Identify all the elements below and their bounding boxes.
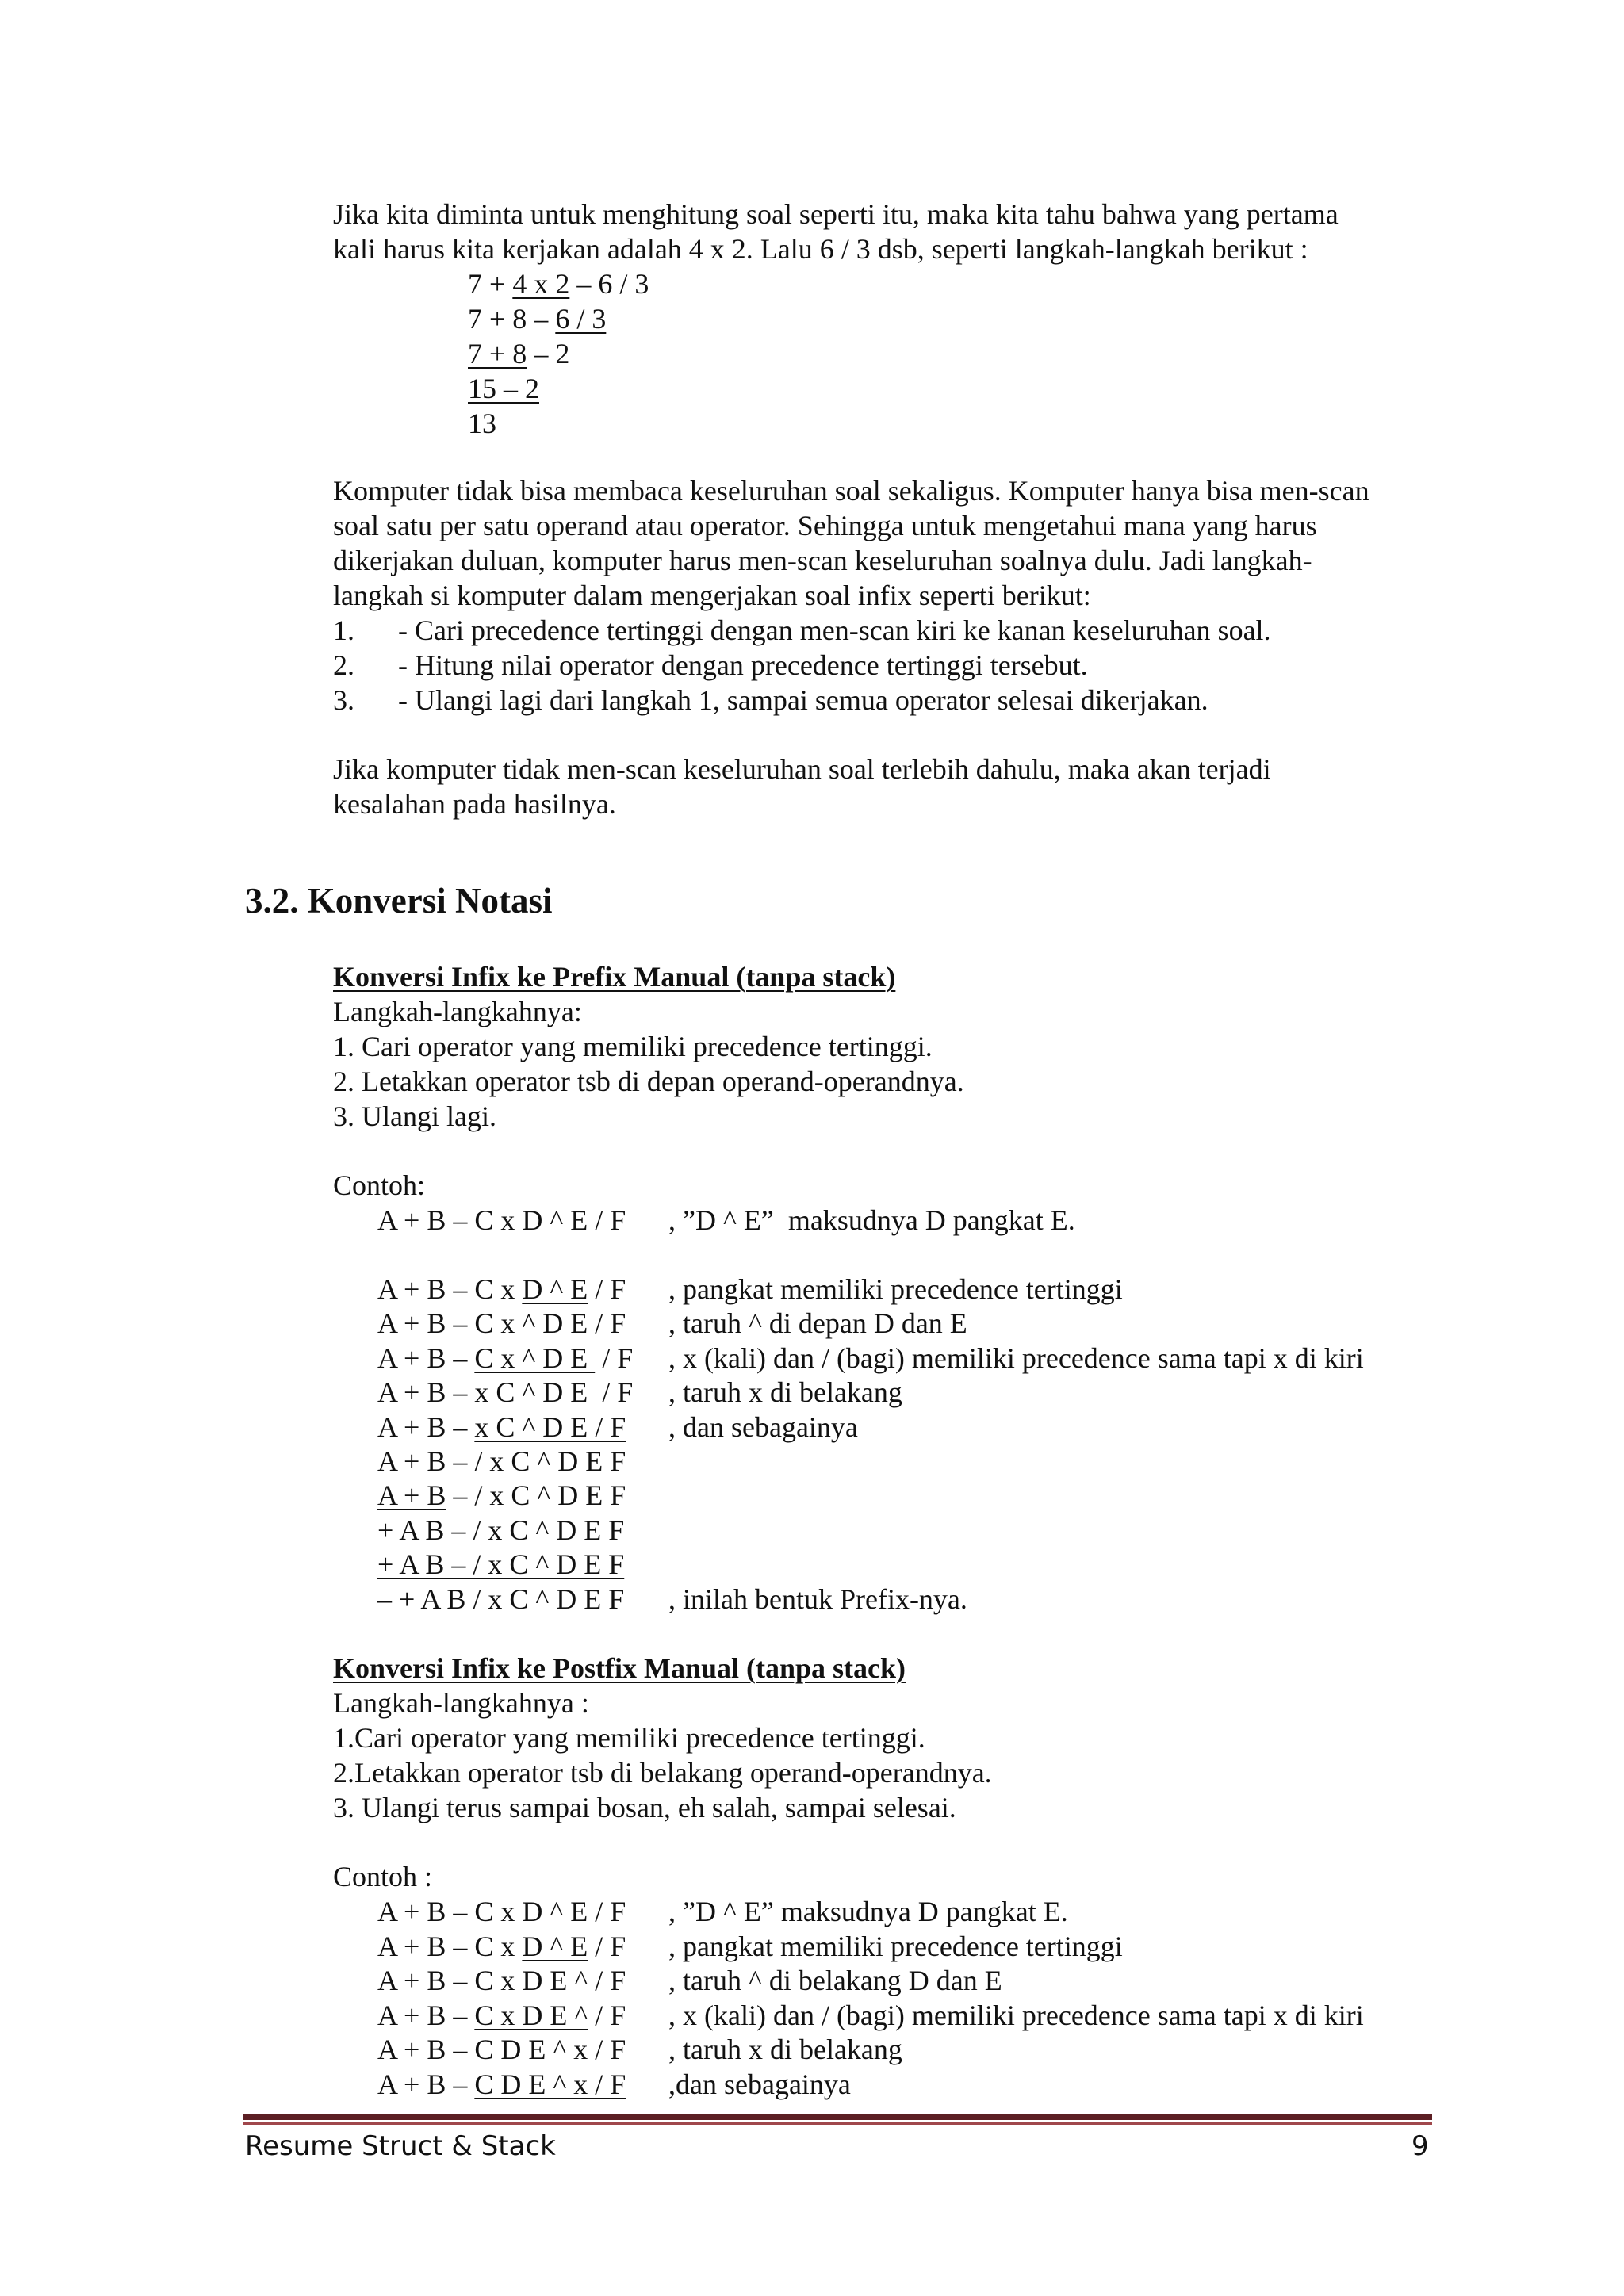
expression-note: , dan sebagainya <box>668 1410 858 1443</box>
underlined-term: C x D E ^ <box>474 1999 588 2031</box>
expression-part: A + B – C x D ^ E / F <box>377 1896 626 1927</box>
underlined-term: + A B – / x C ^ D E F <box>377 1548 625 1581</box>
expression-part: A + B – C x <box>377 1273 523 1305</box>
expression-part: / F <box>588 1930 626 1962</box>
expression-line <box>377 1272 626 1307</box>
list-item: - Cari precedence tertinggi dengan men-scan kiri ke kanan keseluruhan soal. <box>398 614 1271 646</box>
postfix-heading: Konversi Infix ke Postfix Manual (tanpa stack) <box>333 1652 906 1684</box>
expression-line <box>377 1203 626 1238</box>
expression-part: A + B – C D E ^ x / F <box>377 2034 626 2065</box>
paragraph-2-line-2: soal satu per satu operand atau operator. Sehingga untuk mengetahui mana yang harus <box>333 510 1317 541</box>
expression-line <box>377 2067 626 2102</box>
expression-line <box>377 2032 626 2067</box>
expression-line <box>377 1998 626 2033</box>
expression-note: , pangkat memiliki precedence tertinggi <box>668 1273 1123 1305</box>
expression-part: / F <box>588 1273 626 1305</box>
expression-note: , taruh x di belakang <box>668 1376 902 1409</box>
intro-line-1: Jika kita diminta untuk menghitung soal seperti itu, maka kita tahu bahwa yang pertama <box>333 198 1339 230</box>
expression-part: A + B – <box>377 1341 475 1374</box>
postfix-step: 2.Letakkan operator tsb di belakang operand-operandnya. <box>333 1757 992 1789</box>
expression-part: – / x C ^ D E F <box>446 1479 626 1512</box>
expression-line <box>468 336 569 371</box>
underlined-term: D ^ E <box>522 1930 588 1962</box>
expression-part: 7 + <box>468 268 513 300</box>
underlined-term: D ^ E <box>522 1273 588 1305</box>
expression-part: – 6 / 3 <box>569 268 649 300</box>
footer-rule-thin <box>243 2122 1432 2125</box>
expression-note: , ”D ^ E” maksudnya D pangkat E. <box>668 1896 1068 1927</box>
expression-line <box>377 1375 633 1410</box>
expression-line <box>377 1478 626 1513</box>
paragraph-3-line-2: kesalahan pada hasilnya. <box>333 788 616 820</box>
expression-part: A + B – C x D E ^ / F <box>377 1965 626 1996</box>
expression-part: A + B – <box>377 1999 475 2031</box>
expression-part: – 2 <box>527 338 570 369</box>
expression-part: + A B – / x C ^ D E F <box>377 1513 625 1546</box>
prefix-heading: Konversi Infix ke Prefix Manual (tanpa stack) <box>333 961 896 993</box>
expression-line <box>468 371 539 406</box>
footer-rule-thick <box>243 2114 1432 2120</box>
prefix-step: 2. Letakkan operator tsb di depan operand-operandnya. <box>333 1066 964 1097</box>
underlined-term: A + B <box>377 1479 446 1512</box>
expression-line <box>468 301 606 336</box>
underlined-term: 7 + 8 <box>468 338 527 369</box>
underlined-term: x C ^ D E / F <box>474 1410 626 1443</box>
prefix-step: 1. Cari operator yang memiliki precedence tertinggi. <box>333 1031 933 1062</box>
underlined-term: 6 / 3 <box>555 303 607 335</box>
postfix-step: 1.Cari operator yang memiliki precedence tertinggi. <box>333 1722 925 1754</box>
expression-part: – + A B / x C ^ D E F <box>377 1582 625 1615</box>
expression-line <box>377 1547 624 1582</box>
postfix-step: 3. Ulangi terus sampai bosan, eh salah, sampai selesai. <box>333 1792 956 1823</box>
underlined-term: 15 – 2 <box>468 373 539 404</box>
expression-part: A + B – <box>377 2068 475 2100</box>
expression-part: 13 <box>468 408 496 439</box>
list-number: 3. <box>333 684 354 716</box>
postfix-steps-label: Langkah-langkahnya : <box>333 1687 589 1719</box>
expression-line <box>377 1410 626 1445</box>
expression-line <box>377 1513 624 1548</box>
list-number: 2. <box>333 649 354 681</box>
underlined-term: C D E ^ x / F <box>474 2068 626 2100</box>
expression-note: , pangkat memiliki precedence tertinggi <box>668 1930 1123 1962</box>
expression-part: A + B – C x <box>377 1930 523 1962</box>
expression-line <box>377 1582 624 1617</box>
expression-line <box>377 1341 633 1376</box>
paragraph-2-line-1: Komputer tidak bisa membaca keseluruhan soal sekaligus. Komputer hanya bisa men-scan <box>333 475 1369 507</box>
list-item: - Ulangi lagi dari langkah 1, sampai semua operator selesai dikerjakan. <box>398 684 1208 716</box>
underlined-term: 4 x 2 <box>512 268 570 300</box>
expression-line <box>377 1306 626 1341</box>
expression-line <box>377 1894 626 1929</box>
underlined-term: C x ^ D E <box>474 1341 596 1374</box>
expression-part: A + B – C x ^ D E / F <box>377 1307 626 1340</box>
footer-title: Resume Struct & Stack <box>245 2130 556 2162</box>
expression-note: , ”D ^ E” maksudnya D pangkat E. <box>668 1204 1075 1236</box>
expression-note: , x (kali) dan / (bagi) memiliki precedence sama tapi x di kiri <box>668 1999 1364 2031</box>
expression-part: / F <box>588 1999 626 2031</box>
expression-note: ,dan sebagainya <box>668 2068 851 2100</box>
postfix-contoh-label: Contoh : <box>333 1861 433 1892</box>
expression-note: , inilah bentuk Prefix-nya. <box>668 1582 967 1615</box>
expression-note: , taruh ^ di depan D dan E <box>668 1307 967 1340</box>
expression-part: A + B – C x D ^ E / F <box>377 1204 626 1236</box>
section-title: 3.2. Konversi Notasi <box>245 881 553 920</box>
expression-note: , x (kali) dan / (bagi) memiliki precedence sama tapi x di kiri <box>668 1341 1364 1374</box>
intro-line-2: kali harus kita kerjakan adalah 4 x 2. Lalu 6 / 3 dsb, seperti langkah-langkah berikut : <box>333 233 1308 265</box>
page-number: 9 <box>1411 2130 1429 2162</box>
expression-part: A + B – / x C ^ D E F <box>377 1445 626 1477</box>
expression-line <box>377 1444 626 1479</box>
expression-part: A + B – <box>377 1410 475 1443</box>
expression-line <box>377 1929 626 1964</box>
paragraph-3-line-1: Jika komputer tidak men-scan keseluruhan soal terlebih dahulu, maka akan terjadi <box>333 753 1271 785</box>
list-number: 1. <box>333 614 354 646</box>
expression-line <box>377 1963 626 1998</box>
prefix-steps-label: Langkah-langkahnya: <box>333 996 582 1027</box>
paragraph-2-line-3: dikerjakan duluan, komputer harus men-scan keseluruhan soalnya dulu. Jadi langkah- <box>333 545 1312 576</box>
paragraph-2-line-4: langkah si komputer dalam mengerjakan soal infix seperti berikut: <box>333 580 1091 611</box>
expression-line <box>468 266 649 301</box>
prefix-contoh-label: Contoh: <box>333 1169 426 1201</box>
expression-note: , taruh x di belakang <box>668 2034 902 2065</box>
list-item: - Hitung nilai operator dengan precedence tertinggi tersebut. <box>398 649 1088 681</box>
expression-part: 7 + 8 – <box>468 303 556 335</box>
expression-note: , taruh ^ di belakang D dan E <box>668 1965 1002 1996</box>
prefix-step: 3. Ulangi lagi. <box>333 1100 496 1132</box>
expression-part: A + B – x C ^ D E / F <box>377 1376 634 1409</box>
expression-line <box>468 406 496 441</box>
expression-part: / F <box>595 1341 634 1374</box>
